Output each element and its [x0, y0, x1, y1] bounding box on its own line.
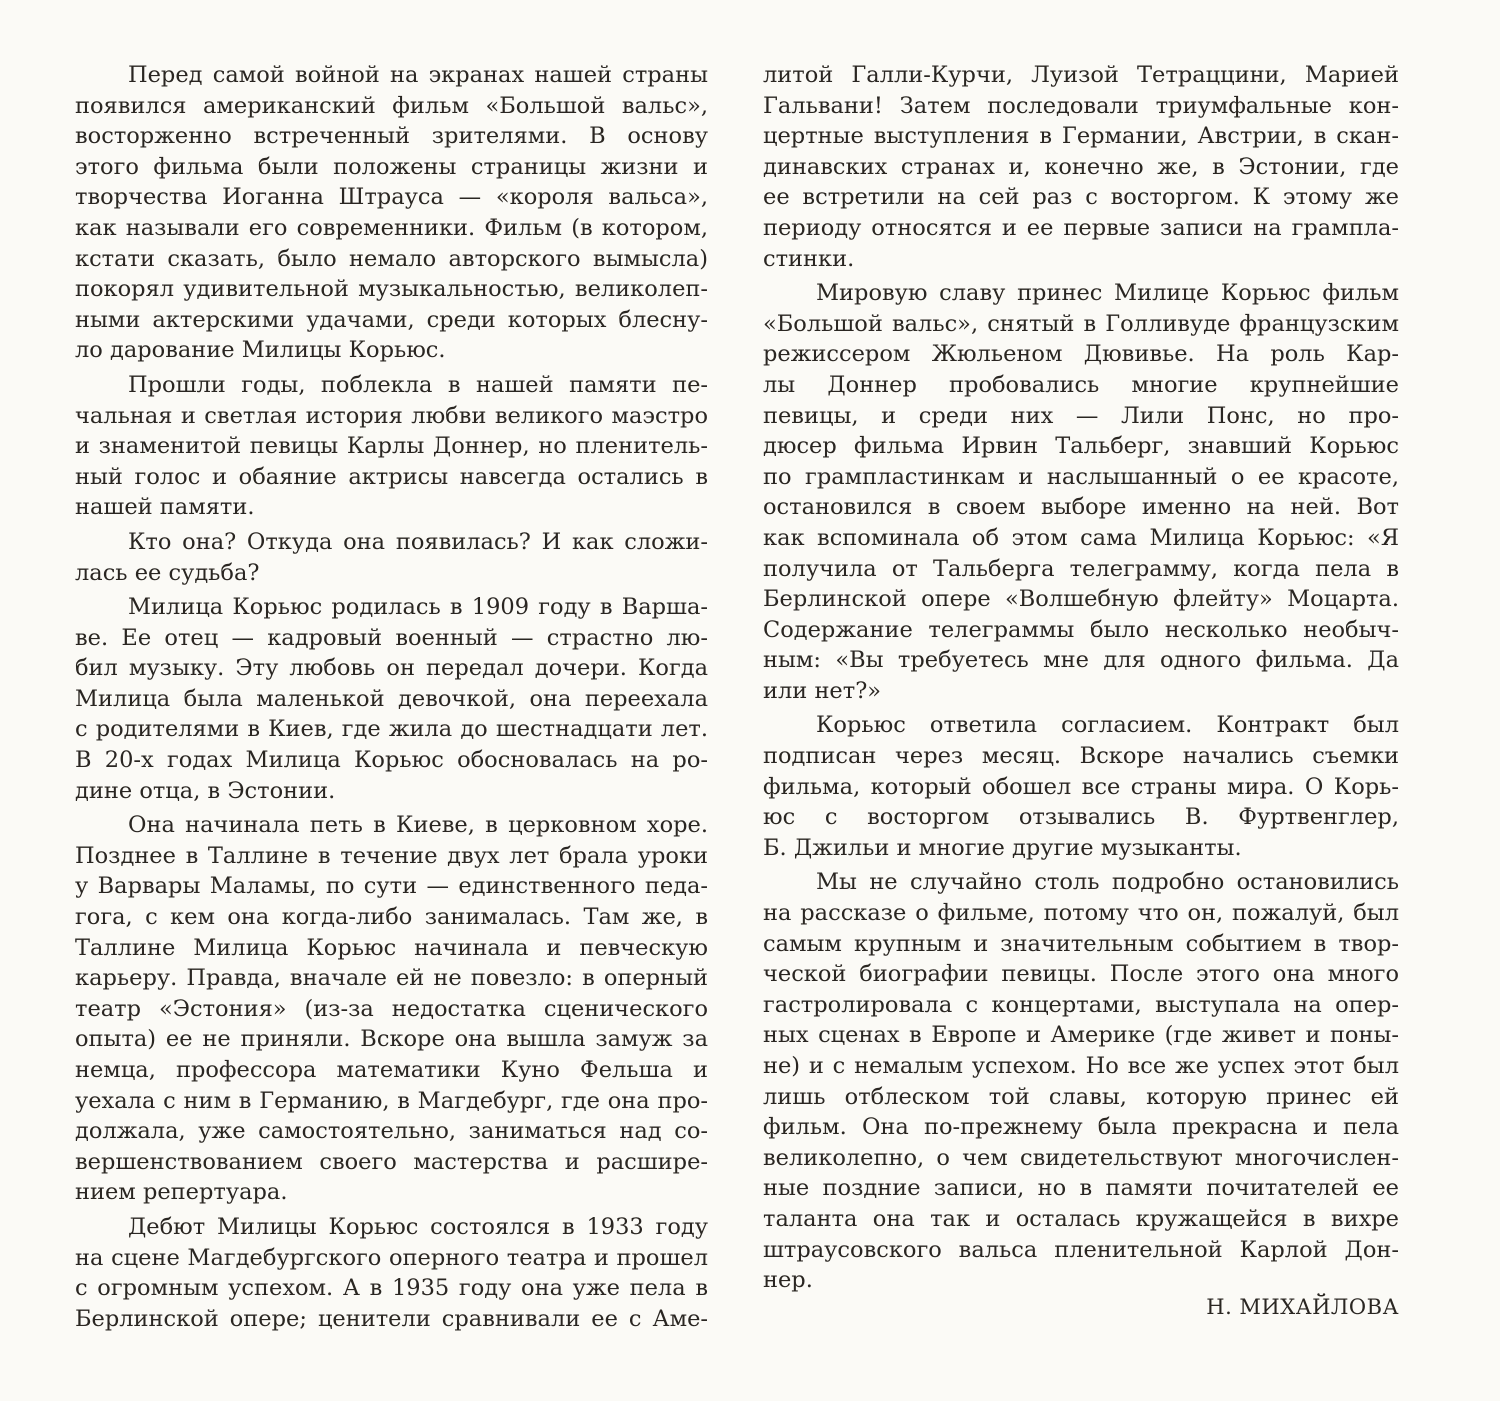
text-line: лы Доннер пробовались многие крупнейшие: [763, 371, 1399, 398]
text-line: Дебют Милицы Корьюс состоялся в 1933 году: [128, 1213, 708, 1240]
text-line: должала, уже самостоятельно, заниматься над со-: [75, 1118, 708, 1145]
text-line: получила от Тальберга телеграмму, когда пела в: [763, 555, 1399, 582]
text-line: нием репертуара.: [75, 1179, 288, 1206]
text-line: В 20-х годах Милица Корьюс обосновалась на ро-: [75, 747, 708, 774]
text-line: Таллине Милица Корьюс начинала и певческую: [75, 934, 708, 961]
text-line: как вспоминала об этом сама Милица Корьюс: «Я: [763, 524, 1399, 551]
text-line: ных сценах в Европе и Америке (где живет и поны-: [763, 1022, 1399, 1049]
text-line: Кто она? Откуда она появилась? И как сложи-: [128, 528, 708, 555]
text-line: лась ее судьба?: [75, 559, 260, 586]
text-line: певицы, и среди них — Лили Понс, но про-: [763, 402, 1399, 429]
text-line: вершенствованием своего мастерства и расшире-: [75, 1148, 708, 1175]
text-line: Прошли годы, поблекла в нашей памяти пе-: [128, 371, 708, 398]
text-line: нашей памяти.: [75, 494, 255, 521]
text-line: Мировую славу принес Милице Корьюс фильм: [816, 280, 1399, 307]
text-line: творчества Иоганна Штрауса — «короля вальса»,: [75, 184, 708, 211]
paragraph: [75, 810, 708, 1208]
text-line: ные поздние записи, но в памяти почитателей ее: [763, 1175, 1399, 1202]
text-line: фильм. Она по-прежнему была прекрасна и пела: [763, 1114, 1399, 1141]
text-line: бил музыку. Эту любовь он передал дочери. Когда: [75, 655, 708, 682]
text-line: ный голос и обаяние актрисы навсегда остались в: [75, 463, 708, 490]
text-line: по грампластинкам и наслышанный о ее красоте,: [763, 463, 1399, 490]
text-line: Берлинской опере; ценители сравнивали ее с Аме-: [75, 1305, 708, 1332]
text-line: «Большой вальс», снятый в Голливуде французским: [763, 310, 1399, 337]
paragraph: [75, 527, 708, 588]
text-line: Позднее в Таллине в течение двух лет брала уроки: [75, 842, 708, 869]
text-line: уехала с ним в Германию, в Магдебург, где она про-: [75, 1087, 708, 1114]
left-text-column: [75, 60, 708, 1334]
paragraph: [75, 60, 708, 366]
right-text-column: [763, 60, 1399, 1296]
text-line: ве. Ее отец — кадровый военный — страстно лю-: [75, 624, 708, 651]
text-line: с родителями в Киев, где жила до шестнадцати лет.: [75, 716, 708, 743]
text-line: ным: «Вы требуетесь мне для одного фильма. Да: [763, 647, 1399, 674]
paragraph: [763, 867, 1399, 1295]
text-line: Перед самой войной на экранах нашей страны: [128, 62, 708, 88]
text-line: немца, профессора математики Куно Фельша и: [75, 1057, 708, 1083]
text-line: дине отца, в Эстонии.: [75, 777, 336, 804]
text-line: ными актерскими удачами, среди которых блесну-: [75, 306, 708, 333]
text-line: появился американский фильм «Большой вальс»,: [75, 92, 708, 119]
text-line: театр «Эстония» (из-за недостатка сценического: [75, 995, 708, 1022]
text-line: чальная и светлая история любви великого маэстро: [75, 402, 708, 429]
text-line: юс с восторгом отзывались В. Фуртвенглер,: [763, 804, 1399, 831]
text-line: режиссером Жюльеном Дювивье. На роль Кар-: [763, 341, 1399, 368]
text-line: великолепно, о чем свидетельствуют многочислен-: [763, 1144, 1399, 1171]
text-line: и знаменитой певицы Карлы Доннер, но пленитель-: [75, 433, 708, 460]
text-line: ее встретили на сей раз с восторгом. К этому же: [763, 184, 1399, 211]
text-line: Мы не случайно столь подробно остановились: [816, 869, 1399, 896]
text-line: дюсер фильма Ирвин Тальберг, знавший Корьюс: [763, 433, 1399, 460]
text-line: этого фильма были положены страницы жизни и: [75, 153, 708, 180]
text-line: Гальвани! Затем последовали триумфальные кон-: [763, 92, 1399, 119]
text-line: опыта) ее не приняли. Вскоре она вышла замуж за: [75, 1026, 708, 1053]
paragraph: [763, 60, 1399, 274]
paragraph: [75, 592, 708, 806]
text-line: самым крупным и значительным событием в твор-: [763, 930, 1399, 957]
text-line: покорял удивительной музыкальностью, великолеп-: [75, 276, 708, 303]
text-line: нер.: [763, 1267, 813, 1294]
text-line: не) и с немалым успехом. Но все же успех этот был: [763, 1053, 1399, 1079]
text-line: кстати сказать, было немало авторского вымысла): [75, 245, 708, 272]
text-line: штраусовского вальса пленительной Карлой Дон-: [763, 1236, 1399, 1263]
text-line: ло дарование Милицы Корьюс.: [75, 337, 446, 364]
text-line: стинки.: [763, 245, 855, 272]
text-line: у Варвары Маламы, по сути — единственного педа-: [75, 873, 708, 900]
text-line: гастролировала с концертами, выступала на опер-: [763, 991, 1399, 1018]
text-line: Милица была маленькой девочкой, она переехала: [75, 685, 708, 712]
text-line: карьеру. Правда, вначале ей не повезло: в оперный: [75, 965, 708, 992]
text-line: восторженно встреченный зрителями. В основу: [75, 123, 708, 150]
text-line: Она начинала петь в Киеве, в церковном хоре.: [128, 812, 708, 839]
text-line: периоду относятся и ее первые записи на грампла-: [763, 214, 1399, 241]
text-line: Б. Джильи и многие другие музыканты.: [763, 834, 1242, 861]
text-line: как называли его современники. Фильм (в котором,: [75, 214, 708, 241]
text-line: динавских странах и, конечно же, в Эстонии, где: [763, 153, 1399, 180]
text-line: Корьюс ответила согласием. Контракт был: [816, 712, 1399, 739]
text-line: ческой биографии певицы. После этого она много: [763, 961, 1399, 988]
paragraph: [75, 370, 708, 523]
paragraph: [763, 710, 1399, 863]
author-signature: Н. МИХАЙЛОВА: [1206, 1295, 1399, 1319]
text-line: или нет?»: [763, 677, 882, 704]
text-line: остановился в своем выборе именно на ней. Вот: [763, 494, 1399, 521]
text-line: Содержание телеграммы было несколько необыч-: [763, 616, 1399, 643]
text-line: Милица Корьюс родилась в 1909 году в Варша-: [128, 594, 708, 621]
text-line: Берлинской опере «Волшебную флейту» Моцарта.: [763, 586, 1399, 613]
text-line: цертные выступления в Германии, Австрии, в скан-: [763, 123, 1399, 150]
text-line: фильма, который обошел все страны мира. О Корь-: [763, 773, 1399, 800]
text-line: гога, с кем она когда-либо занималась. Там же, в: [75, 904, 708, 931]
text-line: подписан через месяц. Вскоре начались съемки: [763, 743, 1399, 770]
text-line: таланта она так и осталась кружащейся в вихре: [763, 1205, 1399, 1232]
text-line: на рассказе о фильме, потому что он, пожалуй, был: [763, 900, 1399, 927]
paragraph: [75, 1212, 708, 1334]
text-line: лишь отблеском той славы, которую принес ей: [763, 1083, 1399, 1110]
paragraph: [763, 278, 1399, 706]
text-line: на сцене Магдебургского оперного театра и прошел: [75, 1244, 708, 1271]
text-line: литой Галли-Курчи, Луизой Тетраццини, Марией: [763, 62, 1399, 88]
text-line: с огромным успехом. А в 1935 году она уже пела в: [75, 1275, 708, 1302]
